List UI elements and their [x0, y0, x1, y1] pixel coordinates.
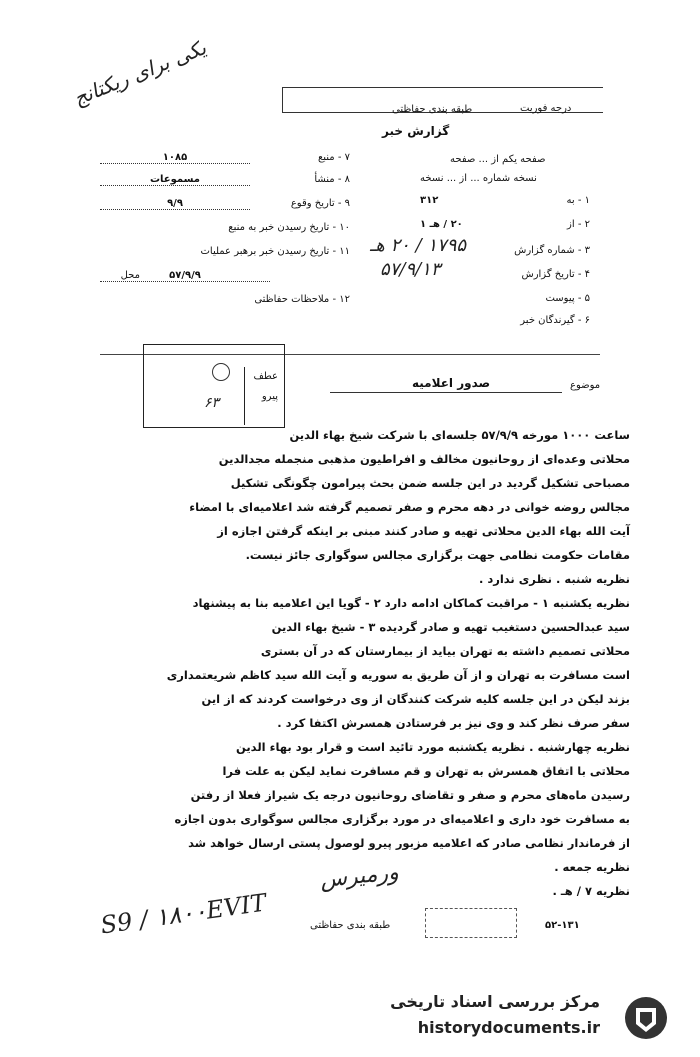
field-leader-received-value: ۵۷/۹/۹: [100, 270, 270, 282]
footer-form-code: ۵۲-۱۳۱: [545, 920, 580, 931]
stamp-line1: عطف: [253, 371, 278, 382]
subject-value: صدور اعلامیه: [412, 376, 491, 390]
field-to-value: ۳۱۲: [420, 195, 439, 206]
field-report-date-value: ۵۷/۹/۱۳: [380, 259, 441, 280]
stamp-divider: [244, 367, 245, 425]
footer-stamp-box: [425, 908, 517, 938]
body-line: نظریه ۷ / هـ .: [552, 884, 630, 898]
field-to-label: ۱ - به: [566, 195, 590, 206]
body-line: نظریه جمعه .: [554, 860, 630, 874]
field-from-value: ۲۰ / هـ ۱: [420, 219, 463, 230]
stamp-line2: پیرو: [261, 391, 278, 402]
body-line: است مسافرت به تهران و از آن طریق به سوریه و آیت الله سید کاظم شریعتمداری: [166, 668, 630, 682]
body-line: از فرماندار نظامی صادر که اعلامیه مزبور پیرو لوصول پستی ارسال خواهد شد: [188, 836, 630, 850]
body-line: مصباحی تشکیل گردید در این جلسه ضمن بحث پیرامون چگونگی تشکیل: [230, 476, 630, 490]
field-place-label: محل: [120, 270, 140, 281]
field-event-date-value: ۹/۹: [100, 198, 250, 210]
field-report-number-value: ۱۷۹۵ / ۲۰ هـ: [370, 235, 467, 256]
subject-underline: [330, 392, 562, 393]
body-line: نظریه شنبه . نظری ندارد .: [478, 572, 630, 586]
archive-logo-icon: [622, 994, 670, 1042]
field-event-date-label: ۹ - تاریخ وقوع: [290, 198, 350, 209]
footer-handwriting: S9 / ۱۸۰۰EVIT: [98, 888, 269, 940]
margin-handwriting: یکی برای ریکتانج: [70, 35, 210, 111]
field-report-date-label: ۴ - تاریخ گزارش: [521, 269, 590, 280]
field-source-received-label: ۱۰ - تاریخ رسیدن خبر به منبع: [228, 222, 350, 233]
body-line: محلاتی با اتفاق همسرش به تهران و قم مسافرت نماید لیکن به علت فرا: [222, 764, 630, 778]
page-info: صفحه یکم از ... صفحه: [450, 154, 546, 165]
priority-label: درجه فوریت: [520, 103, 572, 114]
watermark-band: [0, 982, 700, 1057]
body-line: سفر صرف نظر کند و وی نیز بر فرستادن همسرش اکتفا کرد .: [277, 716, 630, 730]
field-source-label: ۷ - منبع: [317, 152, 350, 163]
field-origin-label: ۸ - منشأ: [314, 174, 350, 185]
body-line: ساعت ۱۰۰۰ مورخه ۵۷/۹/۹ جلسه‌ای با شرکت شیخ بهاء الدین: [289, 428, 630, 442]
field-from-label: ۲ - از: [567, 219, 590, 230]
body-line: مقامات حکومت نظامی جهت برگزاری مجالس سوگواری جائز نیست.: [245, 548, 630, 562]
body-line: محلاتی وعده‌ای از روحانیون مخالف و افراطیون مذهبی منجمله مجدالدین: [218, 452, 630, 466]
emblem-icon: [212, 363, 230, 381]
signature: ورمیرس: [318, 859, 400, 894]
watermark-org-name: مرکز بررسی اسناد تاریخی: [390, 992, 600, 1011]
subject-label: موضوع: [570, 380, 601, 391]
body-line: نظریه یکشنبه ۱ - مراقبت کماکان ادامه دارد ۲ - گویا این اعلامیه بنا به پیشنهاد: [192, 596, 630, 610]
routing-stamp: [143, 344, 285, 428]
field-leader-received-label: ۱۱ - تاریخ رسیدن خبر برهبر عملیات: [200, 246, 350, 257]
form-title: گزارش خبر: [382, 124, 450, 138]
field-security-notes-label: ۱۲ - ملاحظات حفاظتی: [254, 294, 350, 305]
body-line: مجالس روضه خوانی در دهه محرم و صفر تصمیم گرفته شد اعلامیه‌ای با امضاء: [189, 500, 630, 514]
body-line: به مسافرت خود داری و اعلامیه‌ای در مورد برگزاری مجالس سوگواری بدون اجازه: [174, 812, 630, 826]
body-line: سید عبدالحسین دستغیب تهیه و صادر گردیده ۳ - شیخ بهاء الدین: [271, 620, 630, 634]
field-origin-value: مسموعات: [100, 174, 250, 186]
field-report-number-label: ۳ - شماره گزارش: [514, 245, 590, 256]
field-source-value: ۱۰۸۵: [100, 152, 250, 164]
stamp-number: ۶۳: [204, 395, 220, 411]
body-line: رسیدن ماه‌های محرم و صفر و تقاضای روحانیون درجه یک شیراز فعلا از رفتن: [190, 788, 630, 802]
copy-info: نسخه شماره ... از ... نسخه: [420, 173, 537, 184]
field-attachment-label: ۵ - پیوست: [545, 293, 590, 304]
watermark-url: historydocuments.ir: [417, 1018, 600, 1037]
field-recipients-label: ۶ - گیرندگان خبر: [520, 315, 590, 326]
footer-classification-label: طبقه بندی حفاظتی: [310, 920, 391, 931]
body-line: نظریه چهارشنبه . نظریه یکشنبه مورد تائید است و قرار بود بهاء الدین: [236, 740, 630, 754]
body-line: بزند لیکن در این جلسه کلیه شرکت کنندگان از وی درخواست کردند که از این: [201, 692, 630, 706]
classification-label: طبقه بندی حفاظتی: [392, 104, 473, 115]
body-line: محلاتی تصمیم داشته به تهران بیاید از بیمارستان که در آن بستری: [260, 644, 630, 658]
body-line: آیت الله بهاء الدین محلاتی تهیه و صادر کنند مبنی بر اینکه گرفتن اجازه از: [217, 524, 630, 538]
